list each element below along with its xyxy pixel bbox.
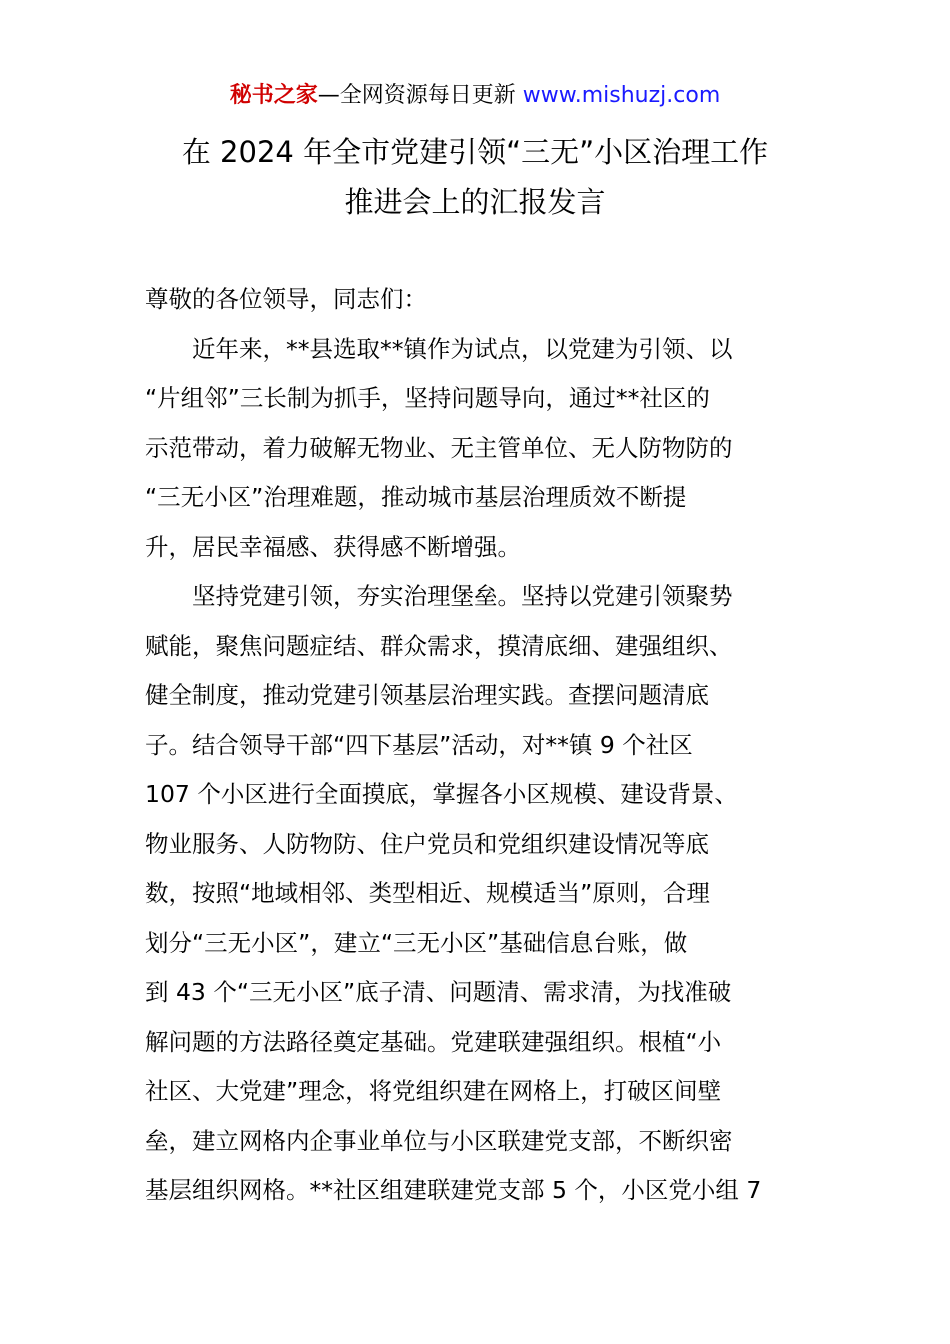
title-line-1: 在 2024 年全市党建引领“三无”小区治理工作 — [181, 135, 769, 169]
body-line: 数，按照“地域相邻、类型相近、规模适当”原则，合理 — [145, 879, 710, 907]
body-line: 子。结合领导干部“四下基层”活动，对**镇 9 个社区 — [145, 730, 693, 759]
body-line: 物业服务、人防物防、住户党员和党组织建设情况等底 — [145, 829, 709, 858]
body-line: 健全制度，推动党建引领基层治理实践。查摆问题清底 — [145, 681, 709, 709]
site-header — [0, 80, 950, 112]
body-line: 107 个小区进行全面摸底，掌握各小区规模、建设背景、 — [145, 780, 738, 808]
body-line: 垒，建立网格内企事业单位与小区联建党支部，不断织密 — [145, 1126, 733, 1155]
body-line: “三无小区”治理难题，推动城市基层治理质效不断提 — [145, 483, 687, 511]
site-url-link[interactable]: www.mishuzj.com — [522, 83, 721, 108]
body-line: 示范带动，着力破解无物业、无主管单位、无人防物防的 — [145, 433, 733, 462]
body-line: “片组邻”三长制为抓手，坚持问题导向，通过**社区的 — [145, 384, 710, 412]
body-line: 坚持党建引领，夯实治理堡垒。坚持以党建引领聚势 — [145, 582, 733, 610]
document-title — [100, 127, 850, 227]
body-line: 社区、大党建”理念，将党组织建在网格上，打破区间壁 — [145, 1077, 722, 1105]
body-line: 升，居民幸福感、获得感不断增强。 — [145, 532, 521, 561]
title-line-2: 推进会上的汇报发言 — [344, 185, 606, 219]
body-line: 近年来，**县选取**镇作为试点，以党建为引领、以 — [145, 334, 733, 363]
body-line: 划分“三无小区”，建立“三无小区”基础信息台账，做 — [145, 928, 688, 957]
document-body — [145, 275, 810, 1216]
body-line: 基层组织网格。**社区组建联建党支部 5 个，小区党小组 7 — [145, 1176, 762, 1204]
salutation: 尊敬的各位领导，同志们： — [145, 285, 427, 313]
body-line: 到 43 个“三无小区”底子清、问题清、需求清，为找准破 — [145, 978, 732, 1006]
site-brand: 秘书之家 — [229, 83, 318, 108]
body-line: 解问题的方法路径奠定基础。党建联建强组织。根植“小 — [145, 1027, 722, 1056]
body-line: 赋能，聚焦问题症结、群众需求，摸清底细、建强组织、 — [145, 631, 733, 660]
site-tagline: —全网资源每日更新 — [317, 83, 523, 108]
